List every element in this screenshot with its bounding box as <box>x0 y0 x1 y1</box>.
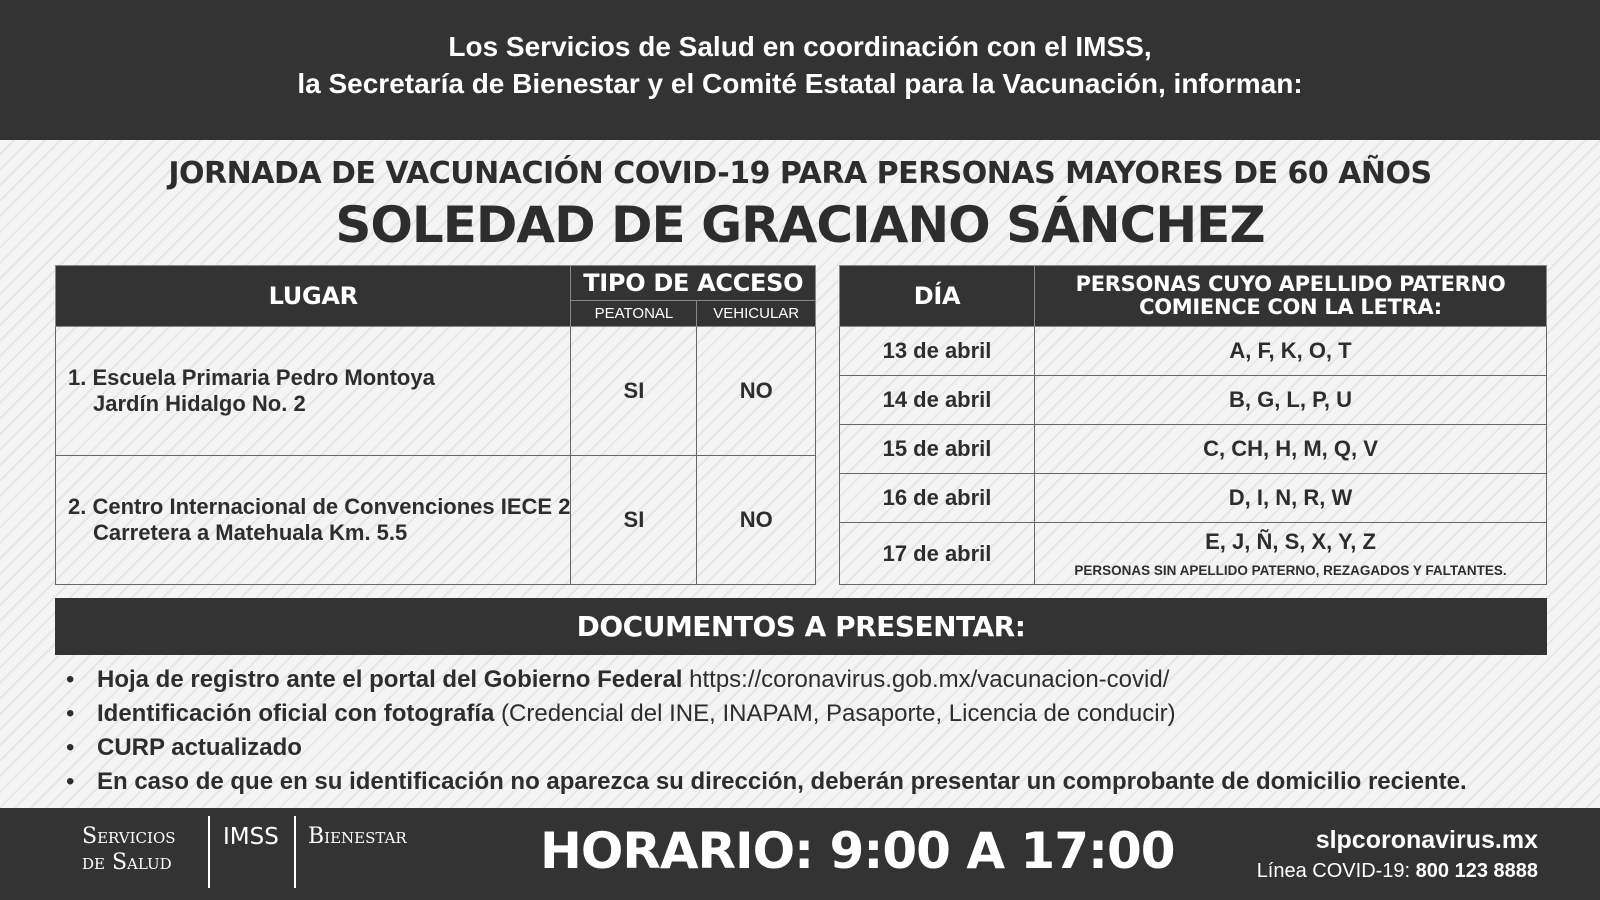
day-cell: 17 de abril <box>840 523 1035 585</box>
documents-title: DOCUMENTOS A PRESENTAR: <box>55 598 1547 655</box>
header-line-2: la Secretaría de Bienestar y el Comité Estatal para la Vacunación, informan: <box>297 68 1303 99</box>
location-cell <box>56 327 571 456</box>
document-detail: (Credencial del INE, INAPAM, Pasaporte, Licencia de conducir) <box>494 700 1176 727</box>
location-address: Jardín Hidalgo No. 2 <box>93 391 306 416</box>
document-name: CURP actualizado <box>97 734 302 761</box>
day-cell: 15 de abril <box>840 425 1035 474</box>
table-row <box>840 474 1547 523</box>
list-item <box>64 697 1467 731</box>
logo-line-1: Servicios <box>82 824 176 849</box>
letters-cell <box>1035 523 1547 585</box>
hotline-label: Línea COVID-19: <box>1256 860 1416 882</box>
document-detail: https://coronavirus.gob.mx/vacunacion-covid/ <box>682 666 1170 693</box>
pedestrian-access: SI <box>571 456 697 585</box>
location-name: 1. Escuela Primaria Pedro Montoya <box>68 365 435 390</box>
col-letters-header <box>1035 266 1547 327</box>
letters-cell: C, CH, H, M, Q, V <box>1035 425 1547 474</box>
pedestrian-access: SI <box>571 327 697 456</box>
col-access-header: TIPO DE ACCESO <box>571 266 816 301</box>
bullet-icon: • <box>66 768 75 795</box>
location-name: 2. Centro Internacional de Convenciones IECE 2 <box>68 494 571 519</box>
document-name: Hoja de registro ante el portal del Gobierno Federal <box>97 666 683 693</box>
col-letters-header-line-2: COMIENCE CON LA LETRA: <box>1139 295 1442 319</box>
table-row <box>56 456 816 585</box>
document-name: En caso de que en su identificación no aparezca su dirección, deberán presentar un comprobante de domicilio reciente. <box>97 768 1467 795</box>
list-item <box>64 663 1467 697</box>
top-banner <box>0 0 1600 140</box>
footer <box>0 808 1600 900</box>
letters-cell: A, F, K, O, T <box>1035 327 1547 376</box>
day-cell: 14 de abril <box>840 376 1035 425</box>
bullet-icon: • <box>66 666 75 693</box>
col-vehicular-header: VEHICULAR <box>697 301 816 327</box>
website-link[interactable]: slpcoronavirus.mx <box>1315 826 1538 854</box>
location-cell <box>56 456 571 585</box>
table-row <box>840 523 1547 585</box>
list-item <box>64 765 1467 799</box>
letters-value: E, J, Ñ, S, X, Y, Z <box>1205 529 1376 554</box>
day-cell: 16 de abril <box>840 474 1035 523</box>
locations-table <box>55 265 816 585</box>
logo-divider <box>208 816 210 888</box>
logo-divider <box>294 816 296 888</box>
bullet-icon: • <box>66 734 75 761</box>
documents-list <box>64 663 1467 799</box>
col-letters-header-line-1: PERSONAS CUYO APELLIDO PATERNO <box>1075 272 1506 296</box>
location-address: Carretera a Matehuala Km. 5.5 <box>93 520 408 545</box>
header-line-1: Los Servicios de Salud en coordinación con el IMSS, <box>448 31 1152 62</box>
table-row <box>840 425 1547 474</box>
col-pedestrian-header: PEATONAL <box>571 301 697 327</box>
table-row <box>840 327 1547 376</box>
hotline <box>1257 860 1538 883</box>
event-title: JORNADA DE VACUNACIÓN COVID-19 PARA PERSONAS MAYORES DE 60 AÑOS <box>168 156 1432 191</box>
vehicular-access: NO <box>697 327 816 456</box>
hotline-number: 800 123 8888 <box>1415 860 1538 882</box>
imss-logo: IMSS <box>223 824 279 850</box>
letters-note: PERSONAS SIN APELLIDO PATERNO, REZAGADOS Y FALTANTES. <box>1074 563 1507 578</box>
col-day-header: DÍA <box>840 266 1035 327</box>
servicios-de-salud-logo <box>82 824 176 876</box>
col-place-header: LUGAR <box>56 266 571 327</box>
day-cell: 13 de abril <box>840 327 1035 376</box>
city-title: SOLEDAD DE GRACIANO SÁNCHEZ <box>335 196 1265 254</box>
bienestar-logo: Bienestar <box>308 824 407 849</box>
document-name: Identificación oficial con fotografía <box>97 700 495 727</box>
table-row <box>56 327 816 456</box>
vehicular-access: NO <box>697 456 816 585</box>
bullet-icon: • <box>66 700 75 727</box>
logo-line-2: de Salud <box>82 850 172 875</box>
schedule-hours: HORARIO: 9:00 A 17:00 <box>540 822 1175 880</box>
list-item <box>64 731 1467 765</box>
letters-cell: D, I, N, R, W <box>1035 474 1547 523</box>
schedule-table <box>839 265 1547 585</box>
letters-cell: B, G, L, P, U <box>1035 376 1547 425</box>
table-row <box>840 376 1547 425</box>
